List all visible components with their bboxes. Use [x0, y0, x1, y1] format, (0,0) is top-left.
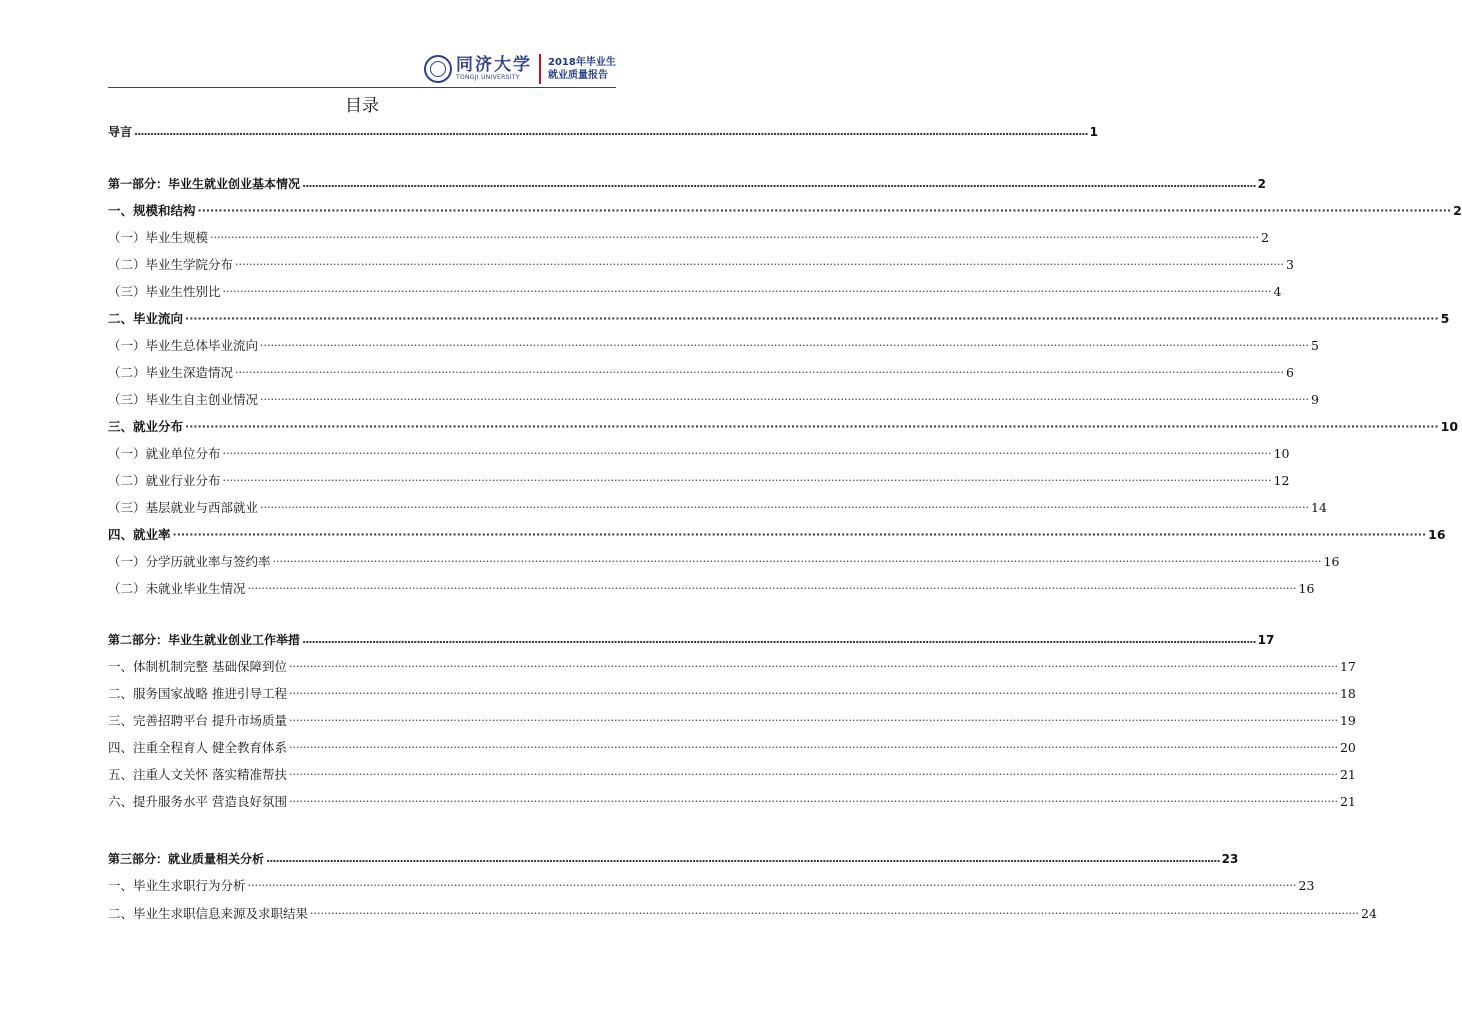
university-logo	[424, 54, 616, 84]
toc-entry[interactable]	[108, 226, 1269, 246]
toc-leader-dots: ············································································································································································································································································································	[288, 714, 1338, 727]
toc-entry[interactable]	[108, 334, 1319, 354]
toc-entry-title: （三）毕业生自主创业情况	[108, 392, 259, 407]
toc-leader-dots: ············································································································································································································································································································	[222, 474, 1272, 487]
toc-entry[interactable]	[108, 496, 1327, 516]
toc-entry-title: （一）就业单位分布	[108, 446, 221, 461]
toc-entry-page: 20	[1339, 740, 1356, 755]
toc-entry[interactable]	[108, 523, 1446, 543]
toc-entry-title: 三、就业分布	[108, 419, 184, 434]
toc-leader-dots: ············································································································································································································································································································	[235, 258, 1284, 271]
toc-entry[interactable]	[108, 790, 1356, 810]
toc-leader-dots: ············································································································································································································································································································	[235, 366, 1284, 379]
toc-entry-page: 21	[1339, 767, 1356, 782]
toc-leader-dots: ············································································································································································································································································································	[260, 501, 1309, 514]
toc-entry-page: 14	[1311, 500, 1327, 515]
toc-entry[interactable]	[108, 682, 1356, 702]
toc-entry-page: 10	[1273, 446, 1290, 461]
toc-leader-dots: ············································································································································································································································································································	[310, 907, 1359, 920]
toc-entry[interactable]	[108, 902, 1377, 922]
toc-entry[interactable]	[108, 199, 1462, 219]
toc-leader-dots: ············································································································································································································································································································	[288, 768, 1338, 781]
toc-entry[interactable]	[108, 120, 1098, 140]
toc-entry[interactable]	[108, 736, 1356, 756]
toc-entry-title: （二）毕业生深造情况	[108, 365, 234, 380]
toc-leader-dots: ············································································································································································································································································································	[247, 879, 1297, 892]
logo-english-name: TONGJI UNIVERSITY	[456, 74, 520, 81]
toc-entry-page: 6	[1286, 365, 1294, 380]
toc-entry-title: 三、完善招聘平台 提升市场质量	[108, 713, 287, 728]
toc-entry[interactable]	[108, 415, 1459, 435]
toc-leader-dots: ············································································································································································································································································································	[288, 660, 1338, 673]
toc-entry-page: 1	[1089, 125, 1098, 139]
toc-entry-page: 16	[1298, 581, 1315, 596]
toc-leader-dots: ············································································································································································································································································································	[222, 285, 1272, 298]
report-title	[548, 56, 616, 82]
toc-entry-title: 导言	[108, 125, 133, 139]
toc-leader-dots: ············································································································································································································································································································	[197, 204, 1452, 217]
toc-entry-title: （一）毕业生总体毕业流向	[108, 338, 259, 353]
toc-entry[interactable]	[108, 577, 1315, 597]
toc-entry-title: （三）毕业生性别比	[108, 284, 221, 299]
toc-entry-page: 16	[1323, 554, 1340, 569]
toc-entry[interactable]	[108, 709, 1356, 729]
toc-leader-dots: ············································································································································································································································································································	[210, 231, 1259, 244]
toc-entry-title: 一、毕业生求职行为分析	[108, 878, 246, 893]
toc-leader-dots: ............................................................................................................................................................................................................................................................................................................	[266, 852, 1220, 865]
toc-entry-title: 六、提升服务水平 营造良好氛围	[108, 794, 287, 809]
toc-entry-title: （三）基层就业与西部就业	[108, 500, 259, 515]
toc-entry-page: 9	[1311, 392, 1319, 407]
toc-entry[interactable]	[108, 847, 1239, 867]
toc-entry-page: 19	[1339, 713, 1356, 728]
toc-entry[interactable]	[108, 253, 1294, 273]
toc-entry-title: （二）未就业毕业生情况	[108, 581, 246, 596]
toc-entry-title: 第三部分：就业质量相关分析	[108, 852, 265, 866]
toc-entry[interactable]	[108, 550, 1340, 570]
toc-entry[interactable]	[108, 874, 1315, 894]
page-title: 目录	[345, 96, 379, 116]
toc-leader-dots: ············································································································································································································································································································	[260, 393, 1309, 406]
toc-entry-title: 二、毕业生求职信息来源及求职结果	[108, 906, 309, 921]
toc-leader-dots: ············································································································································································································································································································	[247, 582, 1297, 595]
toc-entry-page: 4	[1273, 284, 1282, 299]
toc-entry[interactable]	[108, 307, 1450, 327]
toc-entry[interactable]	[108, 442, 1290, 462]
toc-leader-dots: ············································································································································································································································································································	[260, 339, 1309, 352]
toc-entry-title: 第二部分：毕业生就业创业工作举措	[108, 633, 301, 647]
toc-entry-page: 17	[1257, 633, 1275, 647]
toc-leader-dots: ············································································································································································································································································································	[272, 555, 1322, 568]
toc-entry-title: 五、注重人文关怀 落实精准帮扶	[108, 767, 287, 782]
toc-entry-title: （一）分学历就业率与签约率	[108, 554, 271, 569]
toc-entry-page: 10	[1440, 419, 1459, 434]
toc-entry-title: 四、注重全程育人 健全教育体系	[108, 740, 287, 755]
toc-entry-title: 二、毕业流向	[108, 311, 184, 326]
toc-leader-dots: ············································································································································································································································································································	[172, 528, 1427, 541]
toc-entry-page: 12	[1273, 473, 1290, 488]
toc-leader-dots: ············································································································································································································································································································	[288, 795, 1338, 808]
toc-entry-title: 一、体制机制完整 基础保障到位	[108, 659, 287, 674]
toc-leader-dots: ············································································································································································································································································································	[185, 312, 1439, 325]
toc-entry-page: 2	[1257, 177, 1266, 191]
toc-entry-title: 一、规模和结构	[108, 203, 196, 218]
seal-icon	[424, 55, 452, 83]
toc-entry-page: 23	[1221, 852, 1239, 866]
header-divider	[539, 54, 541, 84]
toc-leader-dots: ············································································································································································································································································································	[288, 687, 1338, 700]
toc-leader-dots: ............................................................................................................................................................................................................................................................................................................	[302, 633, 1256, 646]
toc-entry[interactable]	[108, 388, 1319, 408]
toc-entry-page: 16	[1428, 527, 1446, 542]
toc-leader-dots: ............................................................................................................................................................................................................................................................................................................	[302, 177, 1256, 190]
toc-entry-page: 2	[1453, 203, 1462, 218]
report-title-line1: 2018年毕业生	[548, 57, 616, 68]
toc-leader-dots: ············································································································································································································································································································	[288, 741, 1338, 754]
toc-leader-dots: ············································································································································································································································································································	[222, 447, 1272, 460]
toc-entry-page: 24	[1361, 906, 1377, 921]
toc-entry-title: （二）就业行业分布	[108, 473, 221, 488]
toc-entry[interactable]	[108, 469, 1290, 489]
toc-entry-title: 第一部分：毕业生就业创业基本情况	[108, 177, 301, 191]
toc-leader-dots: ............................................................................................................................................................................................................................................................................................................	[134, 125, 1088, 138]
toc-entry[interactable]	[108, 763, 1356, 783]
toc-leader-dots: ············································································································································································································································································································	[185, 420, 1439, 433]
toc-entry-title: （一）毕业生规模	[108, 230, 209, 245]
toc-entry[interactable]	[108, 628, 1275, 648]
report-title-line2: 就业质量报告	[548, 70, 608, 81]
toc-entry-page: 21	[1339, 794, 1356, 809]
toc-entry-page: 17	[1339, 659, 1356, 674]
toc-entry-title: 二、服务国家战略 推进引导工程	[108, 686, 287, 701]
toc-entry[interactable]	[108, 280, 1282, 300]
toc-entry[interactable]	[108, 361, 1294, 381]
header-rule	[108, 87, 616, 88]
toc-entry-page: 2	[1261, 230, 1269, 245]
toc-entry-page: 3	[1286, 257, 1294, 272]
toc-entry-title: 四、就业率	[108, 527, 171, 542]
logo-chinese-name: 同济大学	[456, 55, 532, 75]
toc-entry-page: 23	[1298, 878, 1315, 893]
toc-entry[interactable]	[108, 172, 1266, 192]
toc-entry-page: 5	[1311, 338, 1319, 353]
toc-entry-title: （二）毕业生学院分布	[108, 257, 234, 272]
toc-entry-page: 18	[1339, 686, 1356, 701]
toc-entry-page: 5	[1440, 311, 1450, 326]
toc-entry[interactable]	[108, 655, 1356, 675]
page-header	[108, 50, 616, 88]
